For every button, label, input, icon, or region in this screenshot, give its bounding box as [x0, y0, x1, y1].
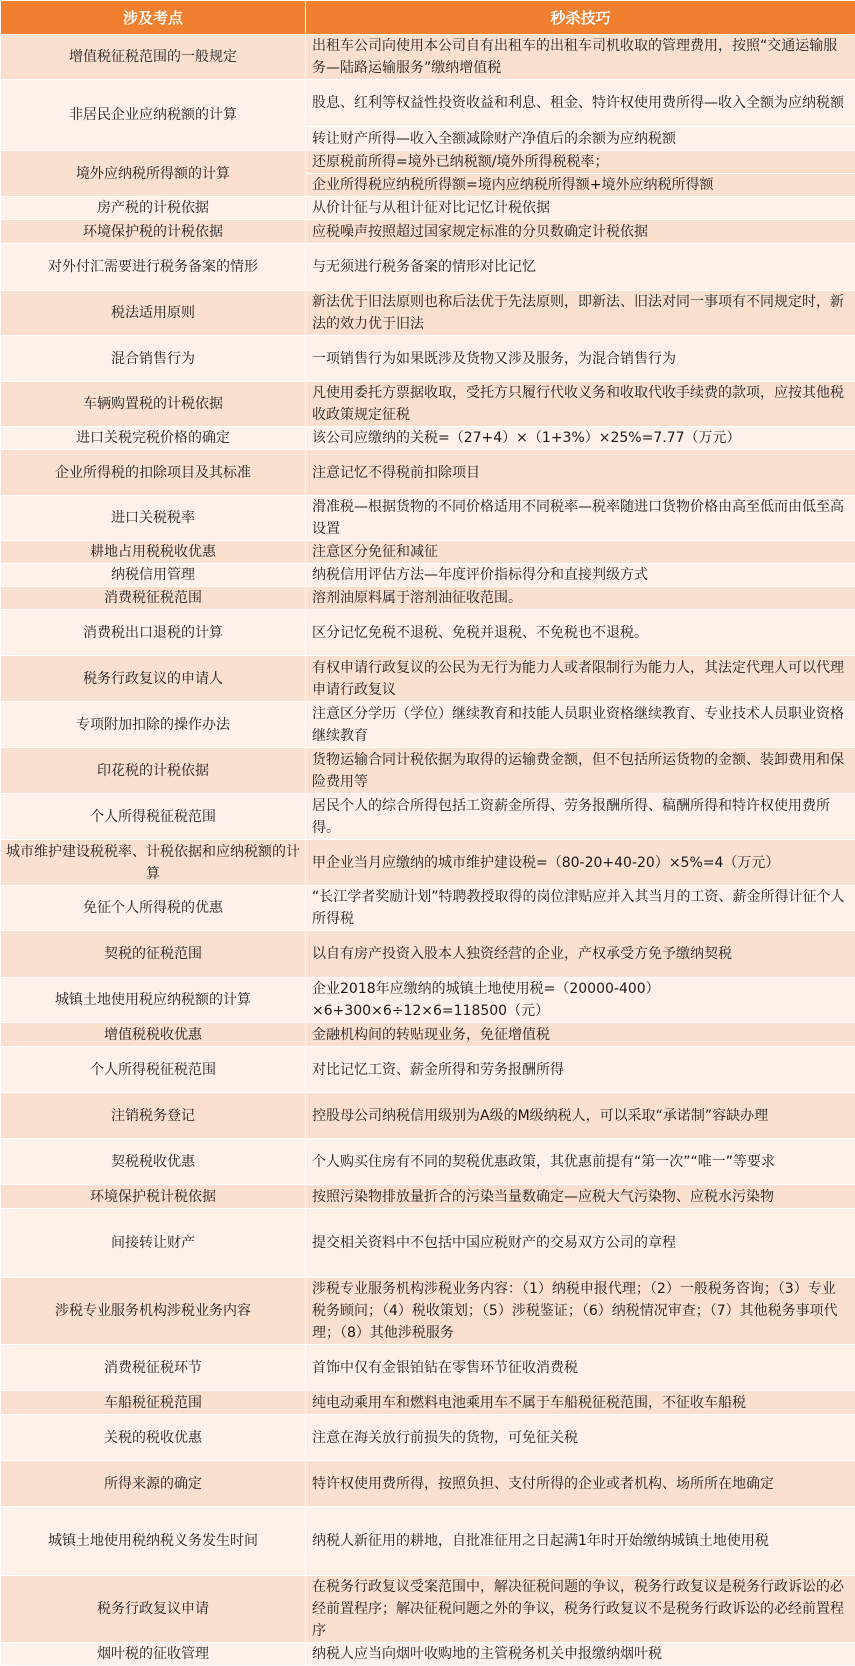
tip-cell: 一项销售行为如果既涉及货物又涉及服务，为混合销售行为 [306, 336, 855, 382]
tip-cell: 货物运输合同计税依据为取得的运输费金额，但不包括所运货物的金额、装卸费用和保险费用等 [306, 748, 855, 794]
table-row [1, 496, 855, 541]
table-row [1, 450, 855, 496]
tip-cell: 涉税专业服务机构涉税业务内容：（1）纳税申报代理；（2）一般税务咨询；（3）专业税务顾问；（4）税收策划；（5）涉税鉴证；（6）纳税情况审查；（7）其他税务事项代理；（8）其他涉税服务 [306, 1278, 855, 1345]
tip-cell: 提交相关资料中不包括中国应税财产的交易双方公司的章程 [306, 1209, 855, 1278]
table-row [1, 1576, 855, 1643]
table-row [1, 1278, 855, 1345]
table-body [1, 35, 855, 1666]
table-row [1, 978, 855, 1023]
tip-cell: 纯电动乘用车和燃料电池乘用车不属于车船税征税范围，不征收车船税 [306, 1391, 855, 1415]
topic-cell: 税法适用原则 [1, 291, 306, 336]
table-header [1, 1, 855, 35]
topic-cell: 税务行政复议的申请人 [1, 656, 306, 702]
tip-cell: 特许权使用费所得，按照负担、支付所得的企业或者机构、场所所在地确定 [306, 1461, 855, 1507]
topic-cell: 车辆购置税的计税依据 [1, 382, 306, 427]
tip-cell: 凡使用委托方票据收取，受托方只履行代收义务和收取代收手续费的款项，应按其他税收政策规定征税 [306, 382, 855, 427]
topic-cell: 专项附加扣除的操作办法 [1, 702, 306, 748]
table-row [1, 336, 855, 382]
tip-cell: 溶剂油原料属于溶剂油征收范围。 [306, 587, 855, 610]
table-row [1, 1185, 855, 1209]
table-row [1, 702, 855, 748]
topic-cell: 消费税征税范围 [1, 587, 306, 610]
table-row [1, 1643, 855, 1666]
topic-cell: 非居民企业应纳税额的计算 [1, 80, 306, 151]
topic-cell: 个人所得税征税范围 [1, 1047, 306, 1093]
table-row [1, 1415, 855, 1461]
table-row [1, 1391, 855, 1415]
table-row [1, 35, 855, 80]
header-tip: 秒杀技巧 [306, 1, 855, 35]
tip-cell: 应税噪声按照超过国家规定标准的分贝数确定计税依据 [306, 220, 855, 244]
tip-cell: “长江学者奖励计划”特聘教授取得的岗位津贴应并入其当月的工资、薪金所得计征个人所得税 [306, 886, 855, 931]
tip-cell: 个人购买住房有不同的契税优惠政策，其优惠前提有“第一次”“唯一”等要求 [306, 1139, 855, 1185]
topic-cell: 进口关税税率 [1, 496, 306, 541]
table-row [1, 1209, 855, 1278]
table-row [1, 80, 855, 127]
tip-cell: 该公司应缴纳的关税=（27+4）×（1+3%）×25%=7.77（万元） [306, 427, 855, 450]
tip-cell: 还原税前所得=境外已纳税额/境外所得税税率； [306, 151, 855, 174]
tip-cell: 区分记忆免税不退税、免税并退税、不免税也不退税。 [306, 610, 855, 656]
tip-cell: 按照污染物排放量折合的污染当量数确定—应税大气污染物、应税水污染物 [306, 1185, 855, 1209]
table-row [1, 1461, 855, 1507]
topic-cell: 所得来源的确定 [1, 1461, 306, 1507]
table-row [1, 382, 855, 427]
tip-cell: 居民个人的综合所得包括工资薪金所得、劳务报酬所得、稿酬所得和特许权使用费所得。 [306, 794, 855, 840]
table-row [1, 748, 855, 794]
table-row [1, 541, 855, 564]
table-row [1, 840, 855, 886]
topic-cell: 环境保护税计税依据 [1, 1185, 306, 1209]
table-row [1, 1345, 855, 1391]
table-row [1, 564, 855, 587]
tip-cell: 金融机构间的转贴现业务，免征增值税 [306, 1023, 855, 1047]
tip-cell: 纳税人应当向烟叶收购地的主管税务机关申报缴纳烟叶税 [306, 1643, 855, 1666]
topic-cell: 城镇土地使用税纳税义务发生时间 [1, 1507, 306, 1576]
table-row [1, 1023, 855, 1047]
tip-cell: 出租车公司向使用本公司自有出租车的出租车司机收取的管理费用，按照“交通运输服务—陆路运输服务”缴纳增值税 [306, 35, 855, 80]
topic-cell: 混合销售行为 [1, 336, 306, 382]
topic-cell: 消费税出口退税的计算 [1, 610, 306, 656]
topic-cell: 环境保护税的计税依据 [1, 220, 306, 244]
topic-cell: 车船税征税范围 [1, 1391, 306, 1415]
topic-cell: 消费税征税环节 [1, 1345, 306, 1391]
topic-cell: 关税的税收优惠 [1, 1415, 306, 1461]
table-row [1, 220, 855, 244]
tip-cell: 企业2018年应缴纳的城镇土地使用税=（20000-400）×6+300×6÷12×6=118500（元） [306, 978, 855, 1023]
topic-cell: 印花税的计税依据 [1, 748, 306, 794]
tip-cell: 对比记忆工资、薪金所得和劳务报酬所得 [306, 1047, 855, 1093]
tip-cell: 与无须进行税务备案的情形对比记忆 [306, 244, 855, 291]
table-row [1, 1093, 855, 1139]
topic-cell: 税务行政复议申请 [1, 1576, 306, 1643]
topic-cell: 契税的征税范围 [1, 931, 306, 978]
tip-cell: 注意区分学历（学位）继续教育和技能人员职业资格继续教育、专业技术人员职业资格继续教育 [306, 702, 855, 748]
tip-cell: 转让财产所得—收入全额减除财产净值后的余额为应纳税额 [306, 127, 855, 151]
table-row [1, 244, 855, 291]
table-row [1, 656, 855, 702]
table-row [1, 1047, 855, 1093]
table-row [1, 610, 855, 656]
topic-cell: 耕地占用税税收优惠 [1, 541, 306, 564]
table-row [1, 151, 855, 174]
tip-cell: 控股母公司纳税信用级别为A级的M级纳税人，可以采取“承诺制”容缺办理 [306, 1093, 855, 1139]
tip-cell: 注意在海关放行前损失的货物，可免征关税 [306, 1415, 855, 1461]
table-row [1, 1507, 855, 1576]
table-row [1, 886, 855, 931]
tip-cell: 股息、红利等权益性投资收益和利息、租金、特许权使用费所得—收入全额为应纳税额 [306, 80, 855, 127]
table-row [1, 197, 855, 220]
topic-cell: 纳税信用管理 [1, 564, 306, 587]
tip-cell: 纳税信用评估方法—年度评价指标得分和直接判级方式 [306, 564, 855, 587]
tip-cell: 在税务行政复议受案范围中，解决征税问题的争议，税务行政复议是税务行政诉讼的必经前置程序；解决征税问题之外的争议，税务行政复议不是税务行政诉讼的必经前置程序 [306, 1576, 855, 1643]
topic-cell: 免征个人所得税的优惠 [1, 886, 306, 931]
tip-cell: 首饰中仅有金银铂钻在零售环节征收消费税 [306, 1345, 855, 1391]
topic-cell: 增值税征税范围的一般规定 [1, 35, 306, 80]
tip-cell: 企业所得税应纳税所得额=境内应纳税所得额+境外应纳税所得额 [306, 174, 855, 197]
topic-cell: 对外付汇需要进行税务备案的情形 [1, 244, 306, 291]
table-row [1, 291, 855, 336]
tip-cell: 有权申请行政复议的公民为无行为能力人或者限制行为能力人，其法定代理人可以代理申请行政复议 [306, 656, 855, 702]
table-row [1, 1139, 855, 1185]
topic-cell: 城市维护建设税税率、计税依据和应纳税额的计算 [1, 840, 306, 886]
topic-cell: 企业所得税的扣除项目及其标准 [1, 450, 306, 496]
topic-cell: 烟叶税的征收管理 [1, 1643, 306, 1666]
header-topic: 涉及考点 [1, 1, 306, 35]
tip-cell: 从价计征与从租计征对比记忆计税依据 [306, 197, 855, 220]
topic-cell: 涉税专业服务机构涉税业务内容 [1, 1278, 306, 1345]
topic-cell: 进口关税完税价格的确定 [1, 427, 306, 450]
topic-cell: 城镇土地使用税应纳税额的计算 [1, 978, 306, 1023]
topic-cell: 房产税的计税依据 [1, 197, 306, 220]
table-row [1, 931, 855, 978]
table-row [1, 427, 855, 450]
topic-cell: 境外应纳税所得额的计算 [1, 151, 306, 197]
tip-cell: 注意记忆不得税前扣除项目 [306, 450, 855, 496]
topic-cell: 增值税税收优惠 [1, 1023, 306, 1047]
topic-cell: 注销税务登记 [1, 1093, 306, 1139]
tip-cell: 甲企业当月应缴纳的城市维护建设税=（80-20+40-20）×5%=4（万元） [306, 840, 855, 886]
topic-cell: 契税税收优惠 [1, 1139, 306, 1185]
tip-cell: 纳税人新征用的耕地，自批准征用之日起满1年时开始缴纳城镇土地使用税 [306, 1507, 855, 1576]
table-row [1, 587, 855, 610]
table-row [1, 794, 855, 840]
tip-cell: 以自有房产投资入股本人独资经营的企业，产权承受方免予缴纳契税 [306, 931, 855, 978]
tip-cell: 注意区分免征和减征 [306, 541, 855, 564]
topic-cell: 间接转让财产 [1, 1209, 306, 1278]
tip-cell: 新法优于旧法原则也称后法优于先法原则，即新法、旧法对同一事项有不同规定时，新法的效力优于旧法 [306, 291, 855, 336]
topic-cell: 个人所得税征税范围 [1, 794, 306, 840]
tip-cell: 滑准税—根据货物的不同价格适用不同税率—税率随进口货物价格由高至低而由低至高设置 [306, 496, 855, 541]
